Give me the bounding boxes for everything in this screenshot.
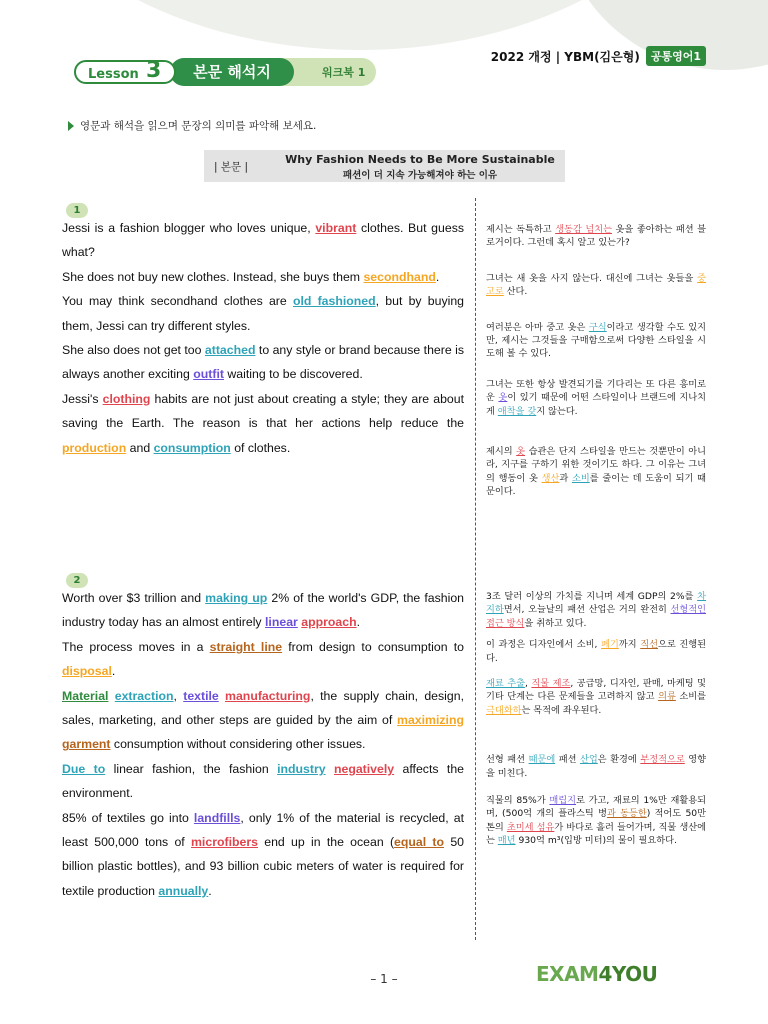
en-sentence: The process moves in a straight line from design to consumption to disposal. <box>62 639 464 679</box>
edition-text: 2022 개정 | YBM(김은형) <box>490 49 640 64</box>
en-sentence: She does not buy new clothes. Instead, she buys them secondhand. <box>62 269 440 284</box>
lesson-bar <box>74 58 386 86</box>
vocab-word: Due to <box>62 761 106 776</box>
section-title: 본문 해석지 <box>170 58 294 86</box>
korean-translation-1 <box>486 223 706 499</box>
english-text-2 <box>62 586 464 903</box>
vocab-word: vibrant <box>315 221 357 235</box>
ko-keyword: 차지하 <box>486 591 706 616</box>
ko-keyword: 폐기 <box>601 639 619 651</box>
ko-sentence: 재료 추출, 직물 제조, 공급망, 디자인, 판매, 마케팅 및 기타 단계는 다른 문제들을 고려하지 않고 의류 소비를 극대화하는 목적에 좌우된다. <box>486 678 707 716</box>
vocab-word: industry <box>277 761 326 776</box>
vocab-word: clothing <box>102 391 151 406</box>
vocab-word: straight line <box>209 639 283 654</box>
workbook-label: 워크북 1 <box>322 66 366 79</box>
ko-sentence: 이 과정은 디자인에서 소비, 폐기까지 직선으로 진행된다. <box>486 639 707 664</box>
title-korean: 패션이 더 지속 가능해져야 하는 이유 <box>342 170 498 181</box>
vocab-word: linear <box>265 615 298 630</box>
ko-keyword: 중고로 <box>486 272 706 298</box>
ko-keyword: 옷 <box>516 446 526 458</box>
lesson-pill <box>74 60 176 84</box>
en-sentence: Material extraction, textile manufacturing, the supply chain, design, sales, marketing, and other steps are guided by the aim of maximizing garment consumption without considering other issues. <box>62 688 464 752</box>
ko-sentence: 제시의 옷 습관은 단지 스타일을 만드는 것뿐만이 아니라, 지구를 구하기 위한 것이기도 하다. 그 이유는 그녀의 행동이 옷 생산과 소비를 줄이는 데 도움이 되기 때문이다. <box>486 446 707 498</box>
vocab-word: consumption <box>153 440 231 455</box>
ko-keyword: 초미세 섬유 <box>506 821 555 833</box>
ko-keyword: 과 동등한 <box>606 808 647 820</box>
ko-sentence: 그녀는 새 옷을 사지 않는다. 대신에 그녀는 옷들을 중고로 산다. <box>486 272 706 298</box>
vocab-word: maximizing <box>397 713 464 728</box>
ko-keyword: 직선 <box>640 639 658 651</box>
vocab-word: equal to <box>394 835 445 850</box>
ko-keyword: 의류 <box>658 691 676 703</box>
en-sentence: Jessi's clothing habits are not just about creating a style; they are about saving the Earth. The reason is that her actions help reduce the production and consumption of clothes. <box>62 391 465 455</box>
ko-keyword: 때문에 <box>528 754 556 766</box>
vocab-word: outfit <box>193 367 224 382</box>
logo-main: EXAM <box>536 962 599 986</box>
logo-accent: 4YOU <box>598 962 658 986</box>
vocab-word: making up <box>205 591 268 605</box>
vocab-word: old fashioned <box>292 294 376 309</box>
exam4you-logo <box>536 962 657 986</box>
vocab-word: disposal <box>62 664 112 679</box>
ko-keyword: 매년 <box>497 835 516 847</box>
subject-badge: 공통영어1 <box>646 46 706 66</box>
ko-sentence: 3조 달러 이상의 가치를 지니며 세계 GDP의 2%를 차지하면서, 오늘날의 패션 산업은 거의 완전히 선형적인 접근 방식을 취하고 있다. <box>486 591 706 629</box>
vocab-word: production <box>62 440 127 455</box>
column-divider <box>475 198 476 940</box>
ko-keyword: 부정적으로 <box>640 754 685 766</box>
vocab-word: Material <box>62 688 109 703</box>
header-edition <box>491 46 706 66</box>
ko-keyword: 소비 <box>571 472 590 484</box>
vocab-word: negatively <box>333 761 395 776</box>
ko-keyword: 생산 <box>541 472 560 484</box>
title-box <box>204 150 565 182</box>
ko-sentence: 그녀는 또한 항상 발견되기를 기다리는 또 다른 흥미로운 옷이 있기 때문에 어떤 스타일이나 브랜드에 지나치게 애착을 갖지 않는다. <box>486 378 707 417</box>
ko-sentence: 선형 패션 때문에 패션 산업은 환경에 부정적으로 영향을 미친다. <box>486 754 707 779</box>
en-sentence: 85% of textiles go into landfills, only 1% of the material is recycled, at least 500,000 tons of microfibers end up in the ocean (equal to 50 billion plastic bottles), and 93 billion cubic meters of water is required for textile production annually. <box>62 810 464 898</box>
paragraph-number-2: 2 <box>66 573 88 588</box>
ko-keyword: 산업 <box>580 754 598 766</box>
lesson-word: Lesson <box>88 67 139 82</box>
ko-keyword: 생동감 넘치는 <box>555 224 612 235</box>
en-sentence: Due to linear fashion, the fashion industry negatively affects the environment. <box>62 761 464 801</box>
vocab-word: attached <box>204 343 256 358</box>
title-label: | 본문 | <box>214 161 249 173</box>
ko-sentence: 직물의 85%가 매립지로 가고, 재료의 1%만 재활용되며, (500억 개의 플라스틱 병과 동등한) 적어도 50만 톤의 초미세 섬유가 바다로 흘러 들어가며, 직물 생산에는 매년 930억 m³(입방 미터)의 물이 필요하다. <box>486 795 707 847</box>
title-english: Why Fashion Needs to Be More Sustainable <box>285 153 555 166</box>
vocab-word: extraction <box>114 688 174 703</box>
lesson-number: 3 <box>146 58 162 83</box>
vocab-word: garment <box>62 737 111 752</box>
vocab-word: annually <box>158 883 209 898</box>
korean-translation-2 <box>486 590 706 848</box>
ko-keyword: 선형적인 <box>670 604 706 616</box>
vocab-word: microfibers <box>191 835 258 850</box>
vocab-word: secondhand <box>363 269 436 284</box>
ko-keyword: 옷 <box>498 392 508 404</box>
ko-keyword: 구식 <box>588 321 607 333</box>
triangle-bullet-icon <box>68 121 74 131</box>
paragraph-number-1: 1 <box>66 203 88 218</box>
en-sentence: Jessi is a fashion blogger who loves unique, vibrant clothes. But guess what? <box>62 221 464 260</box>
vocab-word: textile <box>183 688 219 703</box>
vocab-word: manufacturing <box>225 688 311 703</box>
ko-keyword: 직물 제조 <box>531 678 571 690</box>
english-text-1 <box>62 216 464 460</box>
en-sentence: She also does not get too attached to any style or brand because there is always another exciting outfit waiting to be discovered. <box>62 343 464 382</box>
vocab-word: approach <box>301 615 357 630</box>
ko-keyword: 접근 방식 <box>486 617 525 629</box>
ko-keyword: 매립지 <box>549 795 576 807</box>
ko-sentence: 제시는 독특하고 생동감 넘치는 옷을 좋아하는 패션 블로거이다. 그런데 혹시 알고 있는가? <box>486 224 707 249</box>
ko-keyword: 재료 추출 <box>486 678 525 690</box>
en-sentence: You may think secondhand clothes are old fashioned, but by buying them, Jessi can try different styles. <box>62 294 465 333</box>
instruction-text: 영문과 해석을 읽으며 문장의 의미를 파악해 보세요. <box>80 120 317 132</box>
en-sentence: Worth over $3 trillion and making up 2% of the world's GDP, the fashion industry today has an almost entirely linear approach. <box>62 591 464 630</box>
ko-keyword: 애착을 갖 <box>497 405 537 417</box>
ko-sentence: 여러분은 아마 중고 옷은 구식이라고 생각할 수도 있지만, 제시는 그것들을 구매함으로써 다양한 스타일을 시도해 볼 수 있다. <box>486 321 707 360</box>
instruction <box>68 118 316 133</box>
ko-keyword: 극대화하 <box>486 704 522 716</box>
vocab-word: landfills <box>193 810 241 825</box>
page-number: – 1 – <box>370 972 398 986</box>
